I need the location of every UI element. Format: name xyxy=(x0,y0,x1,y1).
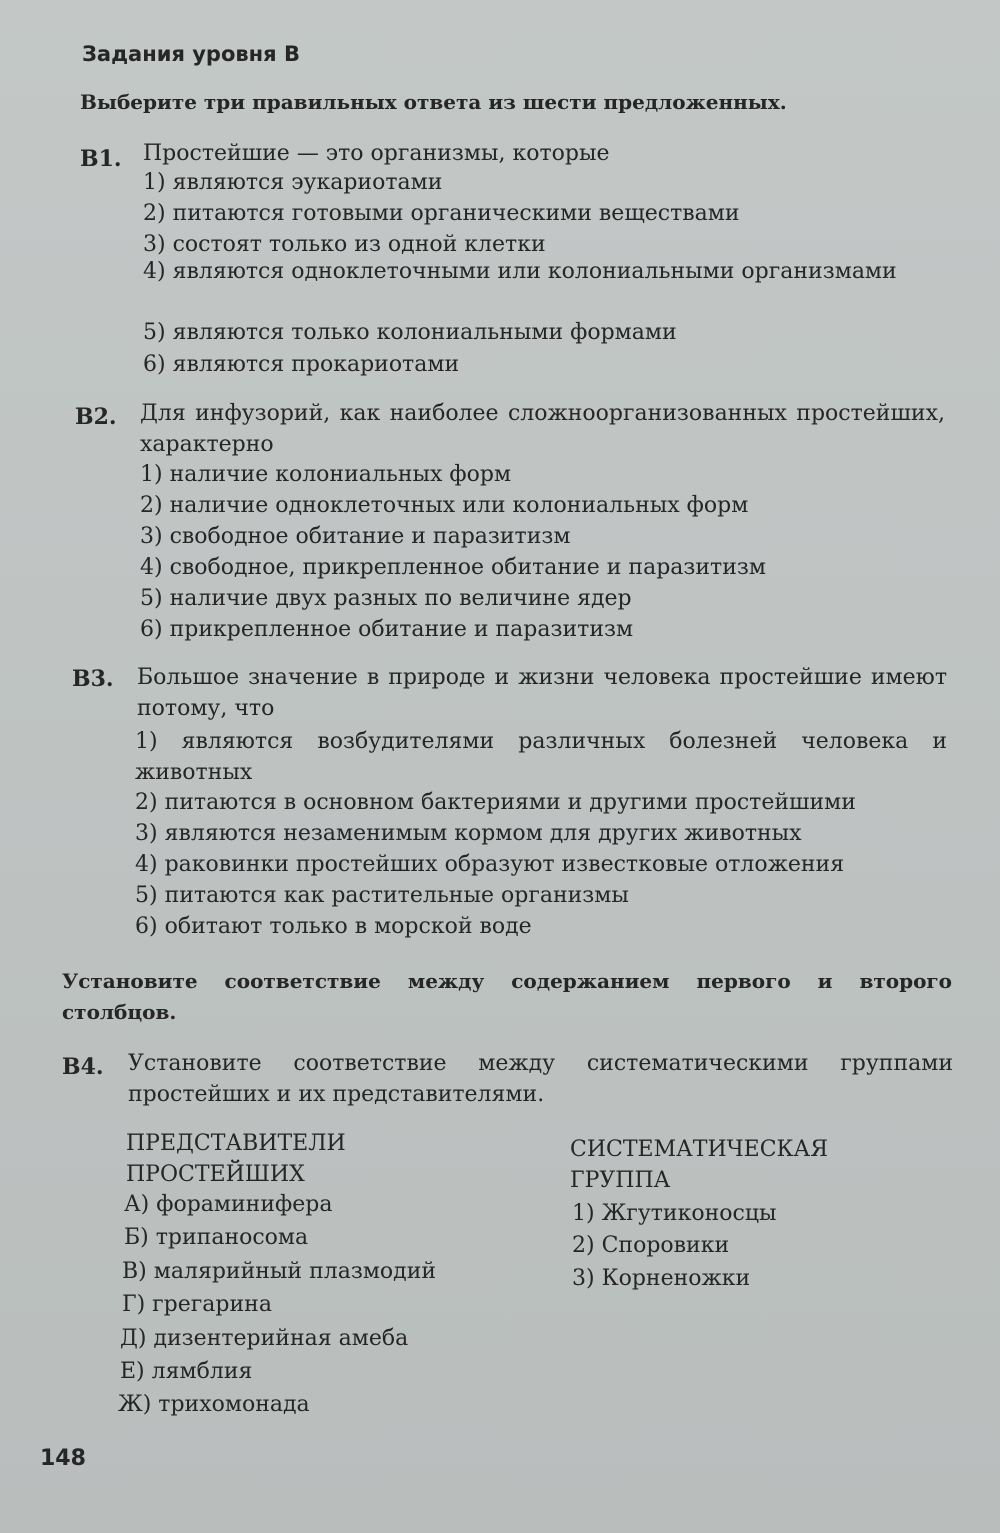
question-number: В2. xyxy=(75,404,117,430)
question-text: Для инфузорий, как наиболее сложноорганизованных простейших, характерно xyxy=(140,401,945,457)
answer-option: 5) наличие двух разных по величине ядер xyxy=(140,586,632,611)
answer-option: 2) питаются готовыми органическими веществами xyxy=(143,201,740,226)
question-text: Большое значение в природе и жизни человека простейшие имеют потому, что xyxy=(137,665,947,721)
representative-item: В) малярийный плазмодий xyxy=(122,1259,437,1284)
question-number: В3. xyxy=(72,666,114,692)
question-number: В4. xyxy=(62,1054,104,1080)
answer-option: 3) свободное обитание и паразитизм xyxy=(140,524,571,549)
question-text: Простейшие — это организмы, которые xyxy=(143,141,610,166)
page-number: 148 xyxy=(40,1446,86,1471)
answer-option: 6) прикрепленное обитание и паразитизм xyxy=(140,617,634,642)
instruction-three-answers: Выберите три правильных ответа из шести предложенных. xyxy=(80,90,787,114)
answer-option: 1) являются возбудителями различных болезней человека и животных xyxy=(135,729,947,785)
answer-option: 2) питаются в основном бактериями и другими простейшими xyxy=(135,790,856,815)
section-title: Задания уровня В xyxy=(82,42,300,66)
answer-option: 3) состоят только из одной клетки xyxy=(143,232,546,257)
representative-item: Г) грегарина xyxy=(122,1292,272,1317)
answer-option: 6) обитают только в морской воде xyxy=(135,914,532,939)
answer-option: 5) питаются как растительные организмы xyxy=(135,883,629,908)
representative-item: Д) дизентерийная амеба xyxy=(120,1326,409,1351)
question-number: В1. xyxy=(80,146,122,172)
left-column-header: ПРЕДСТАВИТЕЛИ ПРОСТЕЙШИХ xyxy=(126,1131,346,1187)
answer-option: 3) являются незаменимым кормом для других животных xyxy=(135,821,802,846)
answer-option: 2) наличие одноклеточных или колониальных форм xyxy=(140,493,749,518)
question-text: Установите соответствие между систематическими группами простейших и их представителями. xyxy=(128,1051,953,1107)
answer-option: 1) наличие колониальных форм xyxy=(140,462,512,487)
group-item: 1) Жгутиконосцы xyxy=(572,1201,777,1226)
representative-item: Б) трипаносома xyxy=(124,1225,309,1250)
answer-option: 4) раковинки простейших образуют известковые отложения xyxy=(135,852,845,877)
answer-option: 4) свободное, прикрепленное обитание и паразитизм xyxy=(140,555,767,580)
answer-option: 1) являются эукариотами xyxy=(143,170,443,195)
group-item: 2) Споровики xyxy=(572,1233,730,1258)
answer-option: 4) являются одноклеточными или колониальными организмами xyxy=(143,259,897,284)
representative-item: Е) лямблия xyxy=(120,1359,253,1384)
group-item: 3) Корненожки xyxy=(572,1266,751,1291)
right-column-header: СИСТЕМАТИЧЕСКАЯ ГРУППА xyxy=(570,1137,828,1193)
answer-option: 6) являются прокариотами xyxy=(143,352,460,377)
instruction-matching: Установите соответствие между содержанием первого и второго столбцов. xyxy=(62,969,952,1024)
representative-item: Ж) трихомонада xyxy=(118,1392,310,1417)
answer-option: 5) являются только колониальными формами xyxy=(143,320,677,345)
representative-item: А) фораминифера xyxy=(124,1192,333,1217)
